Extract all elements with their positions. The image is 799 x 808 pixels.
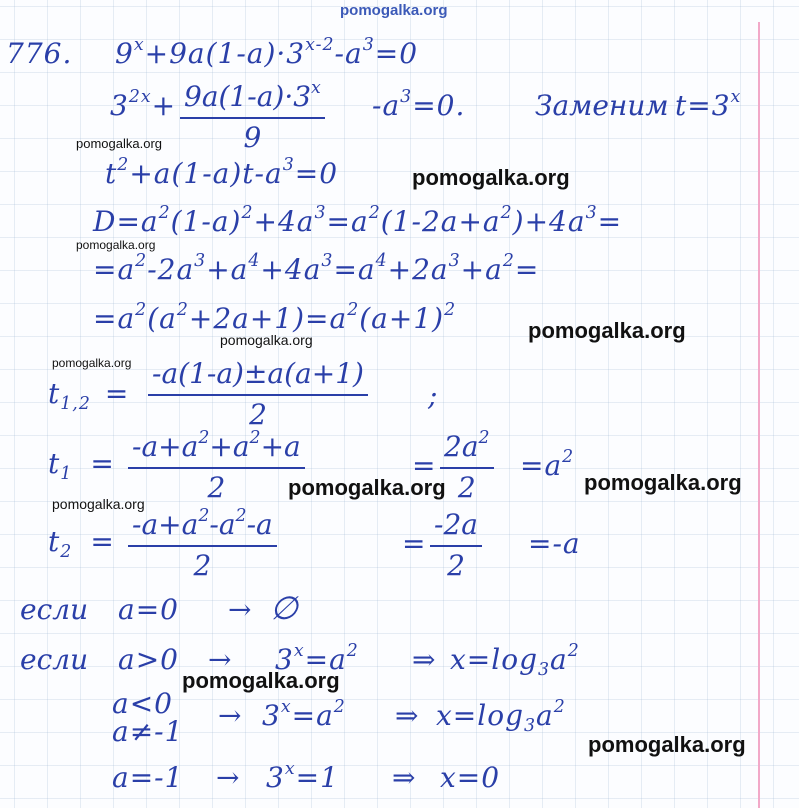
discriminant-line1: $D=a^2(1-a)^2+4a^3=a^2(1-2a+a^2)+4a^3=$ <box>93 202 623 238</box>
watermark: pomogalka.org <box>52 496 145 512</box>
t1-lhs: $t_1$ = <box>48 447 115 485</box>
watermark: pomogalka.org <box>288 475 446 500</box>
substitution: $t=3^x$ <box>675 86 742 122</box>
t2-mid-eq: = <box>402 527 427 560</box>
case2-equation: $3^x=a^2$ <box>275 640 359 676</box>
case4-solution: x=0 <box>440 761 501 794</box>
t12-lhs: $t_{1,2}$ = <box>48 377 130 415</box>
quadratic-equation: $t^2+a(1-a)t-a^3=0$ <box>105 154 339 190</box>
case3-equation: $3^x=a^2$ <box>262 696 346 732</box>
t1-mid-eq: = <box>412 449 437 482</box>
case1-result: ∅ <box>270 589 299 627</box>
watermark: pomogalka.org <box>588 732 746 757</box>
watermark: pomogalka.org <box>584 470 742 495</box>
case2-solution: $x=\log_3a^2$ <box>450 640 580 681</box>
discriminant-line2: $=a^2-2a^3+a^4+4a^3=a^4+2a^3+a^2=$ <box>93 250 540 286</box>
margin-line <box>758 22 760 808</box>
step1-right: $-a^3=0$. <box>372 86 466 122</box>
case2-implies: ⇒ <box>412 643 437 676</box>
watermark: pomogalka.org <box>528 318 686 343</box>
t12-tail: ; <box>428 379 439 412</box>
problem-equation: $9^x+9a(1-a)\cdot 3^{x-2}-a^3=0$ <box>115 34 419 70</box>
t1-result: $=a^2$ <box>520 446 575 482</box>
watermark: pomogalka.org <box>220 332 313 348</box>
case4-arrow: → <box>216 761 241 794</box>
case1-word: если <box>20 593 89 626</box>
watermark: pomogalka.org <box>412 165 570 190</box>
problem-number: 776. <box>6 37 73 70</box>
t1-fraction: $-a+a^2+a^2+a$ 2 <box>128 430 305 504</box>
case3-condition2: a≠-1 <box>112 715 184 748</box>
case1-arrow: → <box>228 593 253 626</box>
case4-equation: $3^x=1$ <box>266 758 339 794</box>
watermark-top: pomogalka.org <box>340 2 448 19</box>
case2-word: если <box>20 643 89 676</box>
t2-lhs: $t_2$ = <box>48 525 115 563</box>
watermark: pomogalka.org <box>76 238 156 252</box>
step1-left: $3^{2x}+$ <box>110 86 177 122</box>
case2-condition: a>0 <box>118 643 179 676</box>
case3-condition1: a<0 <box>112 687 173 720</box>
t2-fraction2: -2a 2 <box>430 508 482 582</box>
t2-result: =-a <box>528 527 581 560</box>
case3-implies: ⇒ <box>395 699 420 732</box>
case3-solution: $x=\log_3a^2$ <box>436 696 566 737</box>
step1-word: Заменим <box>535 89 669 122</box>
case2-arrow: → <box>208 643 233 676</box>
step1-fraction: $9a(1-a)\cdot 3^x$ 9 <box>180 80 325 154</box>
case4-implies: ⇒ <box>392 761 417 794</box>
case3-arrow: → <box>218 699 243 732</box>
t2-fraction: $-a+a^2-a^2-a$ 2 <box>128 508 277 582</box>
watermark: pomogalka.org <box>76 136 162 151</box>
case4-condition: a=-1 <box>112 761 184 794</box>
case1-condition: a=0 <box>118 593 179 626</box>
watermark: pomogalka.org <box>182 668 340 693</box>
discriminant-line3: $=a^2(a^2+2a+1)=a^2(a+1)^2$ <box>93 299 457 335</box>
t12-fraction: -a(1-a)±a(a+1) 2 <box>148 357 368 431</box>
watermark: pomogalka.org <box>52 356 132 370</box>
t1-fraction2: $2a^2$ 2 <box>440 430 494 504</box>
